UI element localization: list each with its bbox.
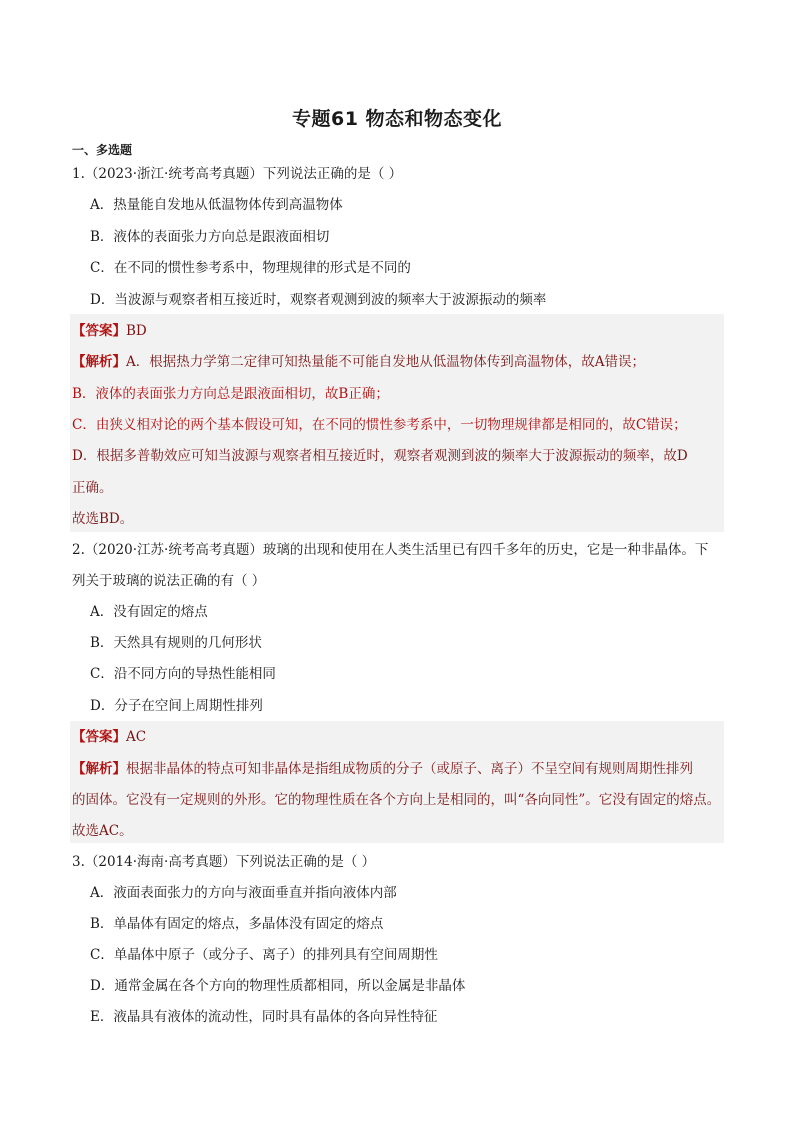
answer-label: 【答案】 (72, 729, 126, 745)
question-1-option-a: A．热量能自发地从低温物体传到高温物体 (90, 197, 343, 213)
question-3-option-d: D．通常金属在各个方向的物理性质都相同，所以金属是非晶体 (90, 978, 466, 994)
question-1-analysis-line-5: 正确。 (72, 480, 113, 496)
question-3-option-c: C．单晶体中原子（或分子、离子）的排列具有空间周期性 (90, 947, 438, 963)
question-3-stem: 3.（2014·海南·高考真题）下列说法正确的是（ ） (72, 854, 376, 870)
answer-label: 【答案】 (72, 323, 126, 339)
question-2-analysis-line-1: 【解析】根据非晶体的特点可知非晶体是指组成物质的分子（或原子、离子）不呈空间有规则周期性排列 (72, 761, 693, 777)
question-2-option-a: A．没有固定的熔点 (90, 604, 208, 620)
question-2-answer-block (70, 721, 724, 843)
question-1-analysis-line-2: B．液体的表面张力方向总是跟液面相切，故B正确； (72, 386, 389, 402)
question-1-option-d: D．当波源与观察者相互接近时，观察者观测到波的频率大于波源振动的频率 (90, 292, 547, 308)
answer-value: BD (126, 323, 147, 339)
question-2-option-c: C．沿不同方向的导热性能相同 (90, 666, 276, 682)
answer-value: AC (126, 729, 147, 745)
question-3-option-e: E．液晶具有液体的流动性，同时具有晶体的各向异性特征 (90, 1009, 438, 1025)
question-2-analysis-line-2: 的固体。它没有一定规则的外形。它的物理性质在各个方向上是相同的，叫“各向同性”。它没有固定的熔点。 (72, 792, 721, 808)
analysis-label: 【解析】 (72, 354, 126, 370)
question-1-option-c: C．在不同的惯性参考系中，物理规律的形式是不同的 (90, 260, 411, 276)
question-2-answer (72, 728, 146, 746)
question-1-analysis-line-3: C．由狭义相对论的两个基本假设可知，在不同的惯性参考系中，一切物理规律都是相同的，故C错误； (72, 417, 687, 433)
question-1-analysis-line-6: 故选BD。 (72, 511, 134, 527)
question-3-option-b: B．单晶体有固定的熔点，多晶体没有固定的熔点 (90, 916, 384, 932)
question-1-analysis-line-1: 【解析】A．根据热力学第二定律可知热量能不可能自发地从低温物体传到高温物体，故A错误； (72, 354, 645, 370)
question-1-option-b: B．液体的表面张力方向总是跟液面相切 (90, 229, 330, 245)
question-2-option-b: B．天然具有规则的几何形状 (90, 635, 262, 651)
question-2-stem-line-2: 列关于玻璃的说法正确的有（ ） (72, 573, 266, 589)
question-1-stem: 1.（2023·浙江·统考高考真题）下列说法正确的是（ ） (72, 166, 403, 182)
question-1-answer (72, 322, 147, 340)
analysis-label: 【解析】 (72, 761, 126, 777)
question-2-option-d: D．分子在空间上周期性排列 (90, 698, 263, 714)
section-heading: 一、多选题 (72, 143, 133, 157)
question-3-option-a: A．液面表面张力的方向与液面垂直并指向液体内部 (90, 885, 397, 901)
page-title: 专题61 物态和物态变化 (291, 108, 503, 130)
question-2-stem-line-1: 2.（2020·江苏·统考高考真题）玻璃的出现和使用在人类生活里已有四千多年的历史，它是一种非晶体。下 (72, 542, 709, 558)
question-1-analysis-line-4: D．根据多普勒效应可知当波源与观察者相互接近时，观察者观测到波的频率大于波源振动的频率，故D (72, 448, 688, 464)
question-2-analysis-line-3: 故选AC。 (72, 823, 133, 839)
